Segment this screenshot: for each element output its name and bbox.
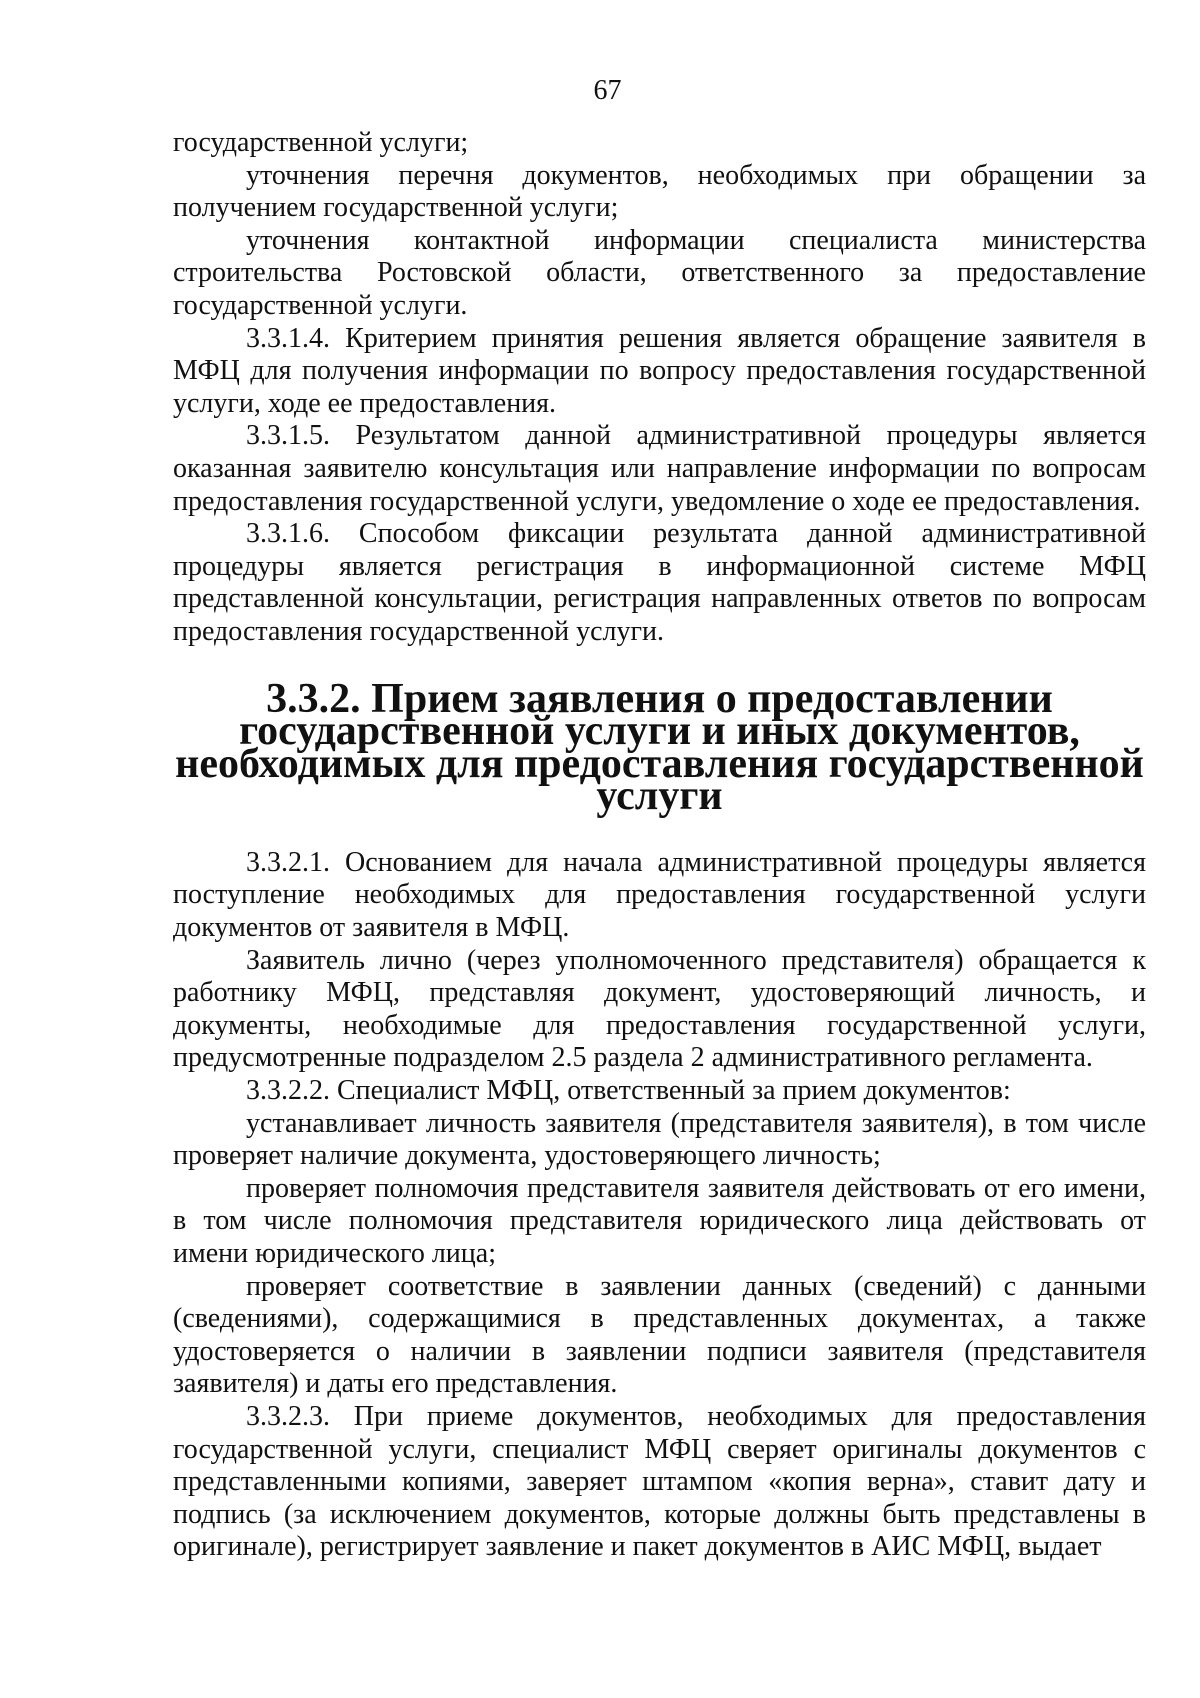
document-body	[173, 127, 1146, 1564]
paragraph: государственной услуги;	[173, 127, 469, 158]
paragraph: устанавливает личность заявителя (представителя заявителя), в том числе проверяет наличие документа, удостоверяющего личность;	[173, 1107, 1146, 1172]
paragraph: уточнения контактной информации специалиста министерства строительства Ростовской области, ответственного за предоставление государственной услуги.	[173, 224, 1146, 321]
heading-line: государственной услуги и иных документов,	[239, 708, 1080, 755]
paragraph: Заявитель лично (через уполномоченного представителя) обращается к работнику МФЦ, представляя документ, удостоверяющий личность, и документы, необходимые для предоставления государственной услуги, предусмотренные подразделом 2.5 раздела 2 административного регламента.	[173, 944, 1146, 1074]
paragraph: проверяет полномочия представителя заявителя действовать от его имени, в том числе полномочия представителя юридического лица действовать от имени юридического лица;	[173, 1172, 1146, 1269]
paragraph: 3.3.1.6. Способом фиксации результата данной административной процедуры является регистрация в информационной системе МФЦ представленной консультации, регистрация направленных ответов по вопросам предоставления государственной услуги.	[173, 518, 1146, 647]
paragraph: 3.3.2.3. При приеме документов, необходимых для предоставления государственной услуги, специалист МФЦ сверяет оригиналы документов с представленными копиями, заверяет штампом «копия верна», ставит дату и подпись (за исключением документов, которые должны быть представлены в оригинале), регистрирует заявление и пакет документов в АИС МФЦ, выдает	[173, 1400, 1146, 1563]
paragraph: 3.3.2.2. Специалист МФЦ, ответственный за прием документов:	[246, 1075, 1011, 1107]
page-number: 67	[593, 75, 622, 106]
paragraph: проверяет соответствие в заявлении данных (сведений) с данными (сведениями), содержащимися в представленных документах, а также удостоверяется о наличии в заявлении подписи заявителя (представителя заявителя) и даты его представления.	[173, 1270, 1146, 1400]
paragraph: уточнения перечня документов, необходимых при обращении за получением государственной услуги;	[173, 159, 1146, 224]
paragraph: 3.3.1.5. Результатом данной административной процедуры является оказанная заявителю консультация или направление информации по вопросам предоставления государственной услуги, уведомление о ходе ее предоставления.	[173, 420, 1146, 517]
paragraph: 3.3.1.4. Критерием принятия решения является обращение заявителя в МФЦ для получения информации по вопросу предоставления государственной услуги, ходе ее предоставления.	[173, 322, 1146, 419]
paragraph: 3.3.2.1. Основанием для начала административной процедуры является поступление необходимых для предоставления государственной услуги документов от заявителя в МФЦ.	[173, 846, 1146, 944]
heading-line: необходимых для предоставления государственной услуги	[175, 740, 1144, 820]
section-heading	[173, 675, 1146, 820]
heading-line: 3.3.2. Прием заявления о предоставлении	[266, 675, 1053, 722]
